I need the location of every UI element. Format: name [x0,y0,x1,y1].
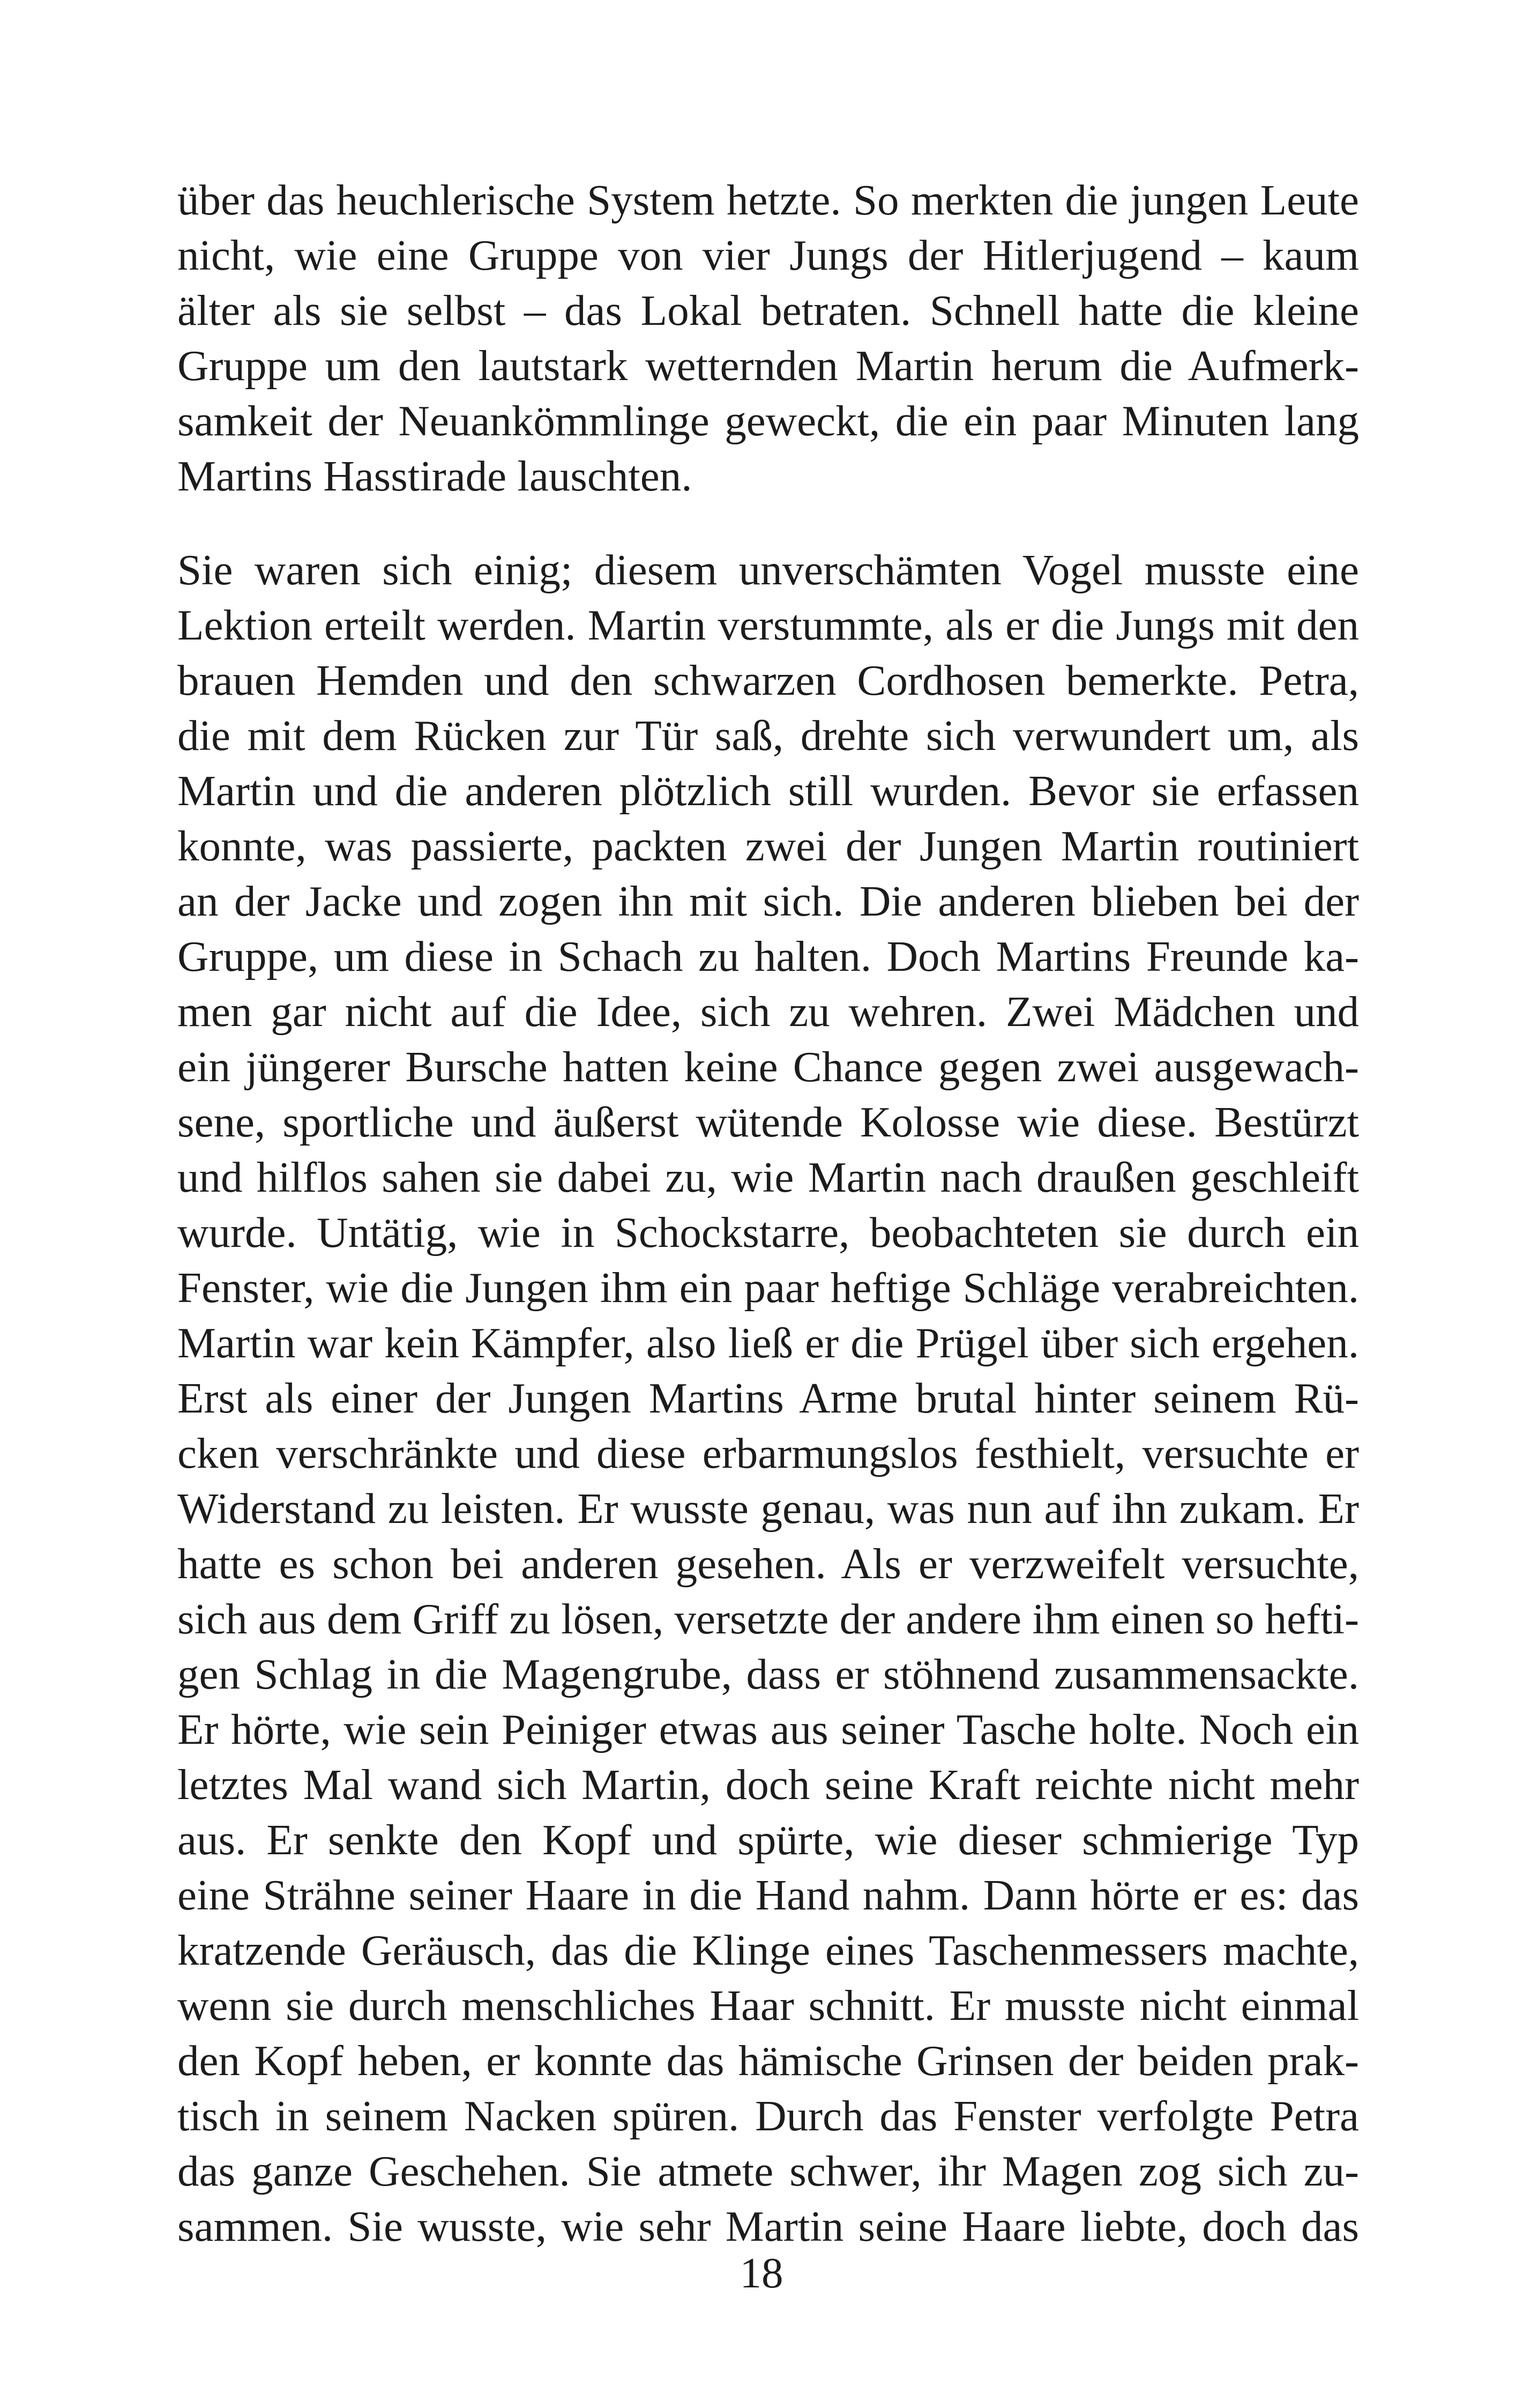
text-line: gen Schlag in die Magengrube, dass er stöhnend zusammensackte. [177,1650,1359,1698]
text-line: Lektion erteilt werden. Martin verstummte, als er die Jungs mit den [177,601,1359,649]
text-line: Gruppe, um diese in Schach zu halten. Doch Martins Freunde ka- [177,932,1359,980]
text-line: kratzende Geräusch, das die Klinge eines Taschenmessers machte, [177,1926,1359,1974]
text-line: älter als sie selbst – das Lokal betraten. Schnell hatte die kleine [177,286,1359,335]
text-line: brauen Hemden und den schwarzen Cordhosen bemerkte. Petra, [177,656,1359,704]
text-line: letztes Mal wand sich Martin, doch seine Kraft reichte nicht mehr [177,1760,1359,1809]
text-line: Martins Hasstirade lauschten. [177,452,692,500]
text-line: sene, sportliche und äußerst wütende Kolosse wie diese. Bestürzt [177,1098,1359,1146]
text-line: über das heuchlerische System hetzte. So merkten die jungen Leute [177,176,1359,224]
text-line: wurde. Untätig, wie in Schockstarre, beobachteten sie durch ein [177,1208,1359,1257]
text-line: eine Strähne seiner Haare in die Hand nahm. Dann hörte er es: das [177,1871,1359,1919]
text-line: nicht, wie eine Gruppe von vier Jungs der Hitlerjugend – kaum [177,231,1359,279]
text-line: konnte, was passierte, packten zwei der Jungen Martin routiniert [177,822,1359,870]
text-line: Gruppe um den lautstark wetternden Martin herum die Aufmerk- [177,341,1359,390]
text-line: und hilflos sahen sie dabei zu, wie Martin nach draußen geschleift [177,1153,1359,1201]
text-line: sammen. Sie wusste, wie sehr Martin seine Haare liebte, doch das [177,2202,1359,2250]
text-line: wenn sie durch menschliches Haar schnitt. Er musste nicht einmal [177,1981,1359,2030]
text-line: Martin war kein Kämpfer, also ließ er die Prügel über sich ergehen. [177,1319,1359,1367]
text-line: men gar nicht auf die Idee, sich zu wehren. Zwei Mädchen und [177,987,1359,1036]
text-line: Martin und die anderen plötzlich still wurden. Bevor sie erfassen [177,767,1359,815]
text-line: ein jüngerer Bursche hatten keine Chance gegen zwei ausgewach- [177,1043,1359,1091]
paragraph-1 [177,173,1359,504]
text-line: Er hörte, wie sein Peiniger etwas aus seiner Tasche holte. Noch ein [177,1705,1359,1753]
text-line: cken verschränkte und diese erbarmungslos festhielt, versuchte er [177,1429,1359,1477]
text-line: an der Jacke und zogen ihn mit sich. Die anderen blieben bei der [177,877,1359,925]
text-line: samkeit der Neuankömmlinge geweckt, die ein paar Minuten lang [177,397,1359,445]
paragraph-2 [177,542,1359,2254]
page-number: 18 [740,2249,783,2297]
text-line: aus. Er senkte den Kopf und spürte, wie dieser schmierige Typ [177,1816,1359,1864]
text-line: Widerstand zu leisten. Er wusste genau, was nun auf ihn zukam. Er [177,1484,1359,1533]
text-line: Sie waren sich einig; diesem unverschämten Vogel musste eine [177,546,1359,594]
text-line: den Kopf heben, er konnte das hämische Grinsen der beiden prak- [177,2037,1359,2085]
text-line: Fenster, wie die Jungen ihm ein paar heftige Schläge verabreichten. [177,1264,1359,1312]
text-line: tisch in seinem Nacken spüren. Durch das Fenster verfolgte Petra [177,2092,1359,2140]
text-line: Erst als einer der Jungen Martins Arme brutal hinter seinem Rü- [177,1374,1359,1422]
text-line: die mit dem Rücken zur Tür saß, drehte sich verwundert um, als [177,711,1359,760]
text-line: das ganze Geschehen. Sie atmete schwer, ihr Magen zog sich zu- [177,2147,1359,2195]
text-line: hatte es schon bei anderen gesehen. Als er verzweifelt versuchte, [177,1540,1359,1588]
text-line: sich aus dem Griff zu lösen, versetzte der andere ihm einen so hefti- [177,1595,1359,1643]
